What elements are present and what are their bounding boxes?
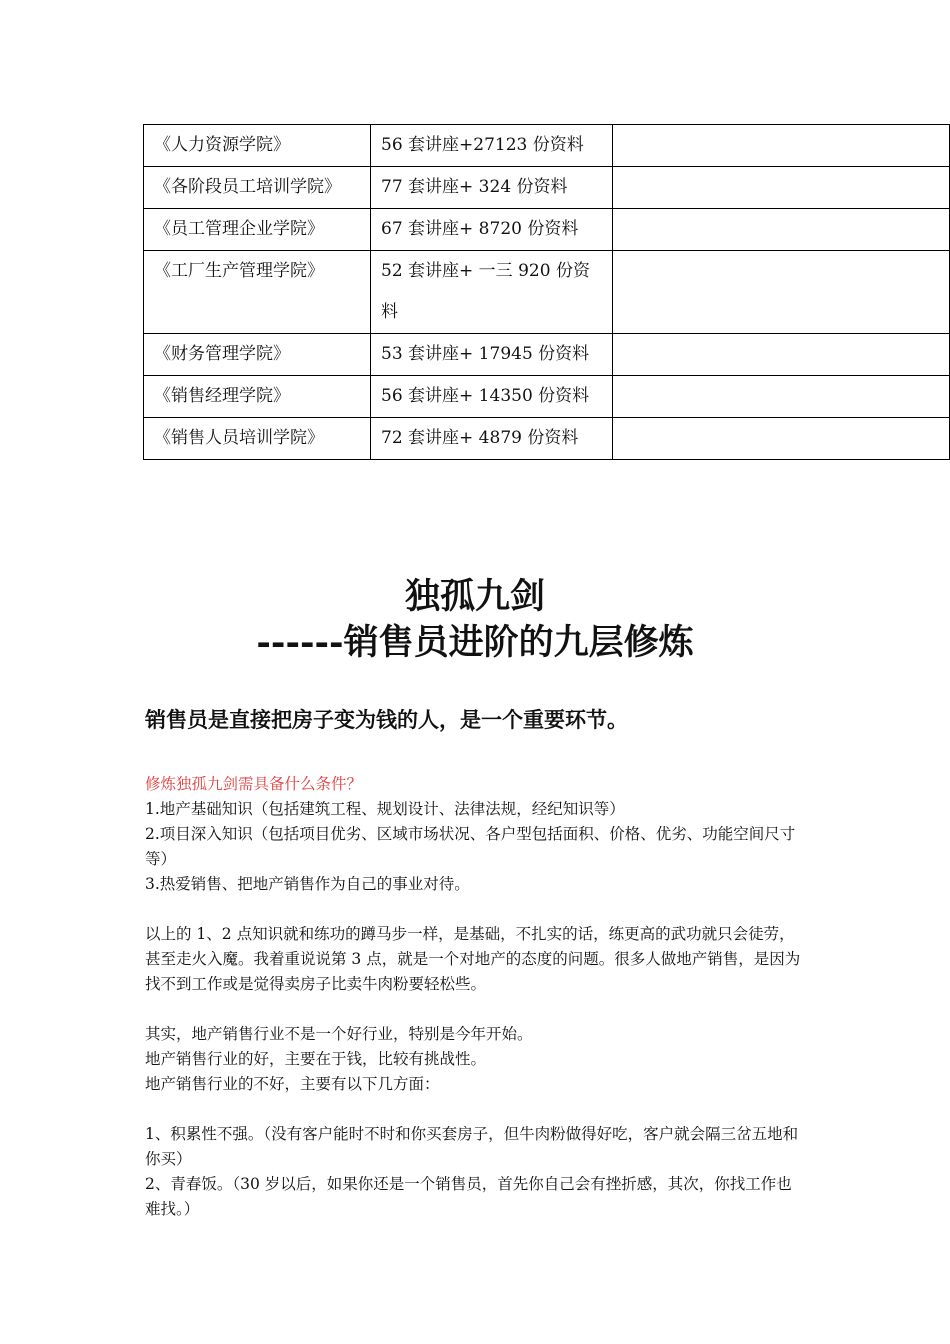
course-note xyxy=(613,376,950,418)
course-note xyxy=(613,125,950,167)
course-name: 《销售人员培训学院》 xyxy=(144,418,371,460)
point-2: 2、青春饭。（30 岁以后，如果你还是一个销售员，首先你自己会有挫折感，其次，你找工作也难找。） xyxy=(145,1175,792,1218)
course-note xyxy=(613,418,950,460)
course-name: 《销售经理学院》 xyxy=(144,376,371,418)
line-industry-good: 地产销售行业的好，主要在于钱，比较有挑战性。 xyxy=(145,1050,487,1068)
table-row xyxy=(144,251,950,334)
line-industry-bad: 地产销售行业的不好，主要有以下几方面： xyxy=(145,1075,440,1093)
article-subheading: 销售员是直接把房子变为钱的人，是一个重要环节。 xyxy=(145,707,628,732)
table-row xyxy=(144,167,950,209)
condition-3: 3.热爱销售、把地产销售作为自己的事业对待。 xyxy=(145,875,470,893)
condition-1: 1.地产基础知识（包括建筑工程、规划设计、法律法规，经纪知识等） xyxy=(145,800,625,818)
course-detail: 77 套讲座+ 324 份资料 xyxy=(371,167,613,209)
condition-2: 2.项目深入知识（包括项目优劣、区域市场状况、各户型包括面积、价格、优劣、功能空间尺寸等） xyxy=(145,825,796,868)
line-industry-intro: 其实，地产销售行业不是一个好行业，特别是今年开始。 xyxy=(145,1025,533,1043)
article-body xyxy=(145,772,807,1222)
course-detail: 52 套讲座+ 一三 920 份资料 xyxy=(371,251,613,334)
paragraph-gap xyxy=(145,997,807,1022)
course-note xyxy=(613,334,950,376)
course-detail: 67 套讲座+ 8720 份资料 xyxy=(371,209,613,251)
course-detail: 53 套讲座+ 17945 份资料 xyxy=(371,334,613,376)
table-row xyxy=(144,418,950,460)
title-line-1: 独孤九剑 xyxy=(404,576,545,617)
course-detail: 72 套讲座+ 4879 份资料 xyxy=(371,418,613,460)
course-note xyxy=(613,209,950,251)
table-row xyxy=(144,125,950,167)
point-1: 1、积累性不强。（没有客户能时不时和你买套房子，但牛肉粉做得好吃，客户就会隔三岔五地和你买） xyxy=(145,1125,799,1168)
course-name: 《人力资源学院》 xyxy=(144,125,371,167)
course-name: 《员工管理企业学院》 xyxy=(144,209,371,251)
article-title xyxy=(0,574,950,666)
course-name: 《财务管理学院》 xyxy=(144,334,371,376)
course-detail: 56 套讲座+27123 份资料 xyxy=(371,125,613,167)
course-name: 《工厂生产管理学院》 xyxy=(144,251,371,334)
course-name: 《各阶段员工培训学院》 xyxy=(144,167,371,209)
table-row xyxy=(144,334,950,376)
course-note xyxy=(613,251,950,334)
paragraph-gap xyxy=(145,897,807,922)
paragraph-foundation: 以上的 1、2 点知识就和练功的蹲马步一样，是基础，不扎实的话，练更高的武功就只会徒劳，甚至走火入魔。我着重说说第 3 点，就是一个对地产的态度的问题。很多人做地产销售，是因为找不到工作或是觉得卖房子比卖牛肉粉要轻松些。 xyxy=(145,925,801,993)
table-row xyxy=(144,376,950,418)
paragraph-gap xyxy=(145,1097,807,1122)
course-catalog-table xyxy=(143,124,950,460)
question-heading: 修炼独孤九剑需具备什么条件？ xyxy=(145,775,363,793)
table-row xyxy=(144,209,950,251)
course-detail: 56 套讲座+ 14350 份资料 xyxy=(371,376,613,418)
course-note xyxy=(613,167,950,209)
title-line-2: ------销售员进阶的九层修炼 xyxy=(256,622,694,663)
